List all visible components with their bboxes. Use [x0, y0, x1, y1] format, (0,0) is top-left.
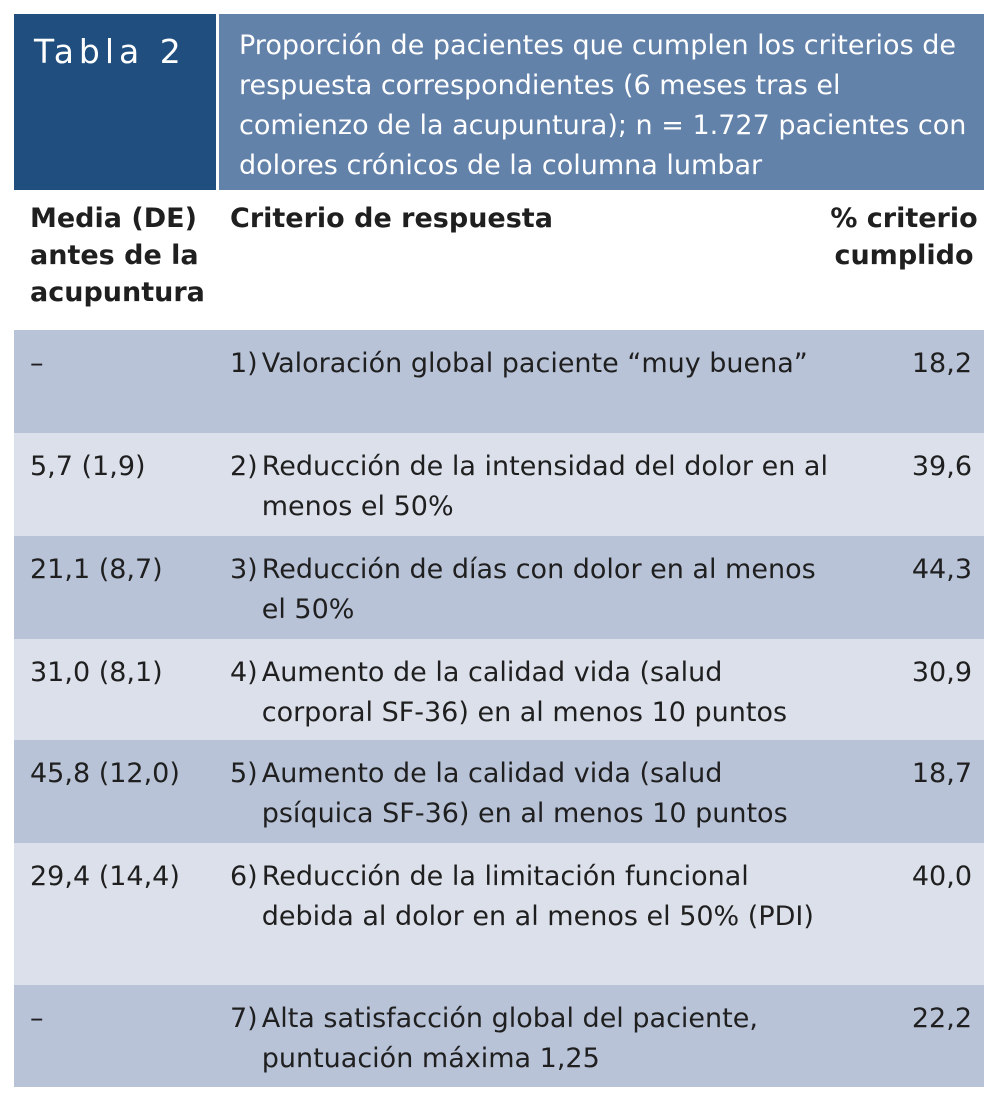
row-number: 4) — [230, 657, 258, 688]
table-row — [14, 433, 984, 536]
column-headers — [14, 190, 984, 330]
row-mean: – — [30, 348, 44, 379]
column-header-mean: Media (DE) antes de la acupuntura — [30, 203, 205, 308]
table-row — [14, 330, 984, 433]
row-criterion — [230, 550, 834, 639]
row-number: 5) — [230, 758, 258, 789]
table-label: Tabla 2 — [14, 14, 216, 190]
row-mean: – — [30, 1003, 44, 1034]
table-header — [14, 14, 984, 190]
row-mean: 45,8 (12,0) — [30, 758, 180, 789]
row-percent: 30,9 — [911, 657, 972, 688]
row-number: 6) — [230, 861, 258, 892]
row-criterion-text: Reducción de la intensidad del dolor en al menos el 50% — [261, 451, 828, 522]
row-criterion — [230, 857, 834, 985]
table-row — [14, 639, 984, 740]
table-row — [14, 740, 984, 843]
row-percent: 18,2 — [911, 348, 972, 379]
table-row — [14, 985, 984, 1087]
row-criterion-text: Aumento de la calidad vida (salud psíquica SF-36) en al menos 10 puntos — [261, 758, 788, 829]
row-percent: 22,2 — [911, 1003, 972, 1034]
row-mean: 31,0 (8,1) — [30, 657, 163, 688]
row-criterion-text: Aumento de la calidad vida (salud corporal SF-36) en al menos 10 puntos — [261, 657, 788, 728]
row-percent: 40,0 — [911, 861, 972, 892]
row-number: 7) — [230, 1003, 258, 1034]
row-criterion-text: Alta satisfacción global del paciente, puntuación máxima 1,25 — [261, 1003, 758, 1074]
table-title: Proporción de pacientes que cumplen los criterios de respuesta correspondientes (6 meses tras el comienzo de la acupuntura); n = 1.727 pacientes con dolores crónicos de la columna lumbar — [219, 14, 984, 190]
row-criterion-text: Valoración global paciente “muy buena” — [261, 348, 808, 379]
table-row — [14, 536, 984, 639]
row-criterion — [230, 754, 834, 843]
row-mean: 21,1 (8,7) — [30, 554, 163, 585]
table-row — [14, 843, 984, 985]
table-frame — [14, 14, 984, 1087]
row-percent: 18,7 — [911, 758, 972, 789]
column-header-percent: % criterio cumplido — [830, 203, 978, 271]
row-mean: 5,7 (1,9) — [30, 451, 146, 482]
row-number: 2) — [230, 451, 258, 482]
row-percent: 39,6 — [911, 451, 972, 482]
row-percent: 44,3 — [911, 554, 972, 585]
row-mean: 29,4 (14,4) — [30, 861, 180, 892]
row-criterion — [230, 999, 834, 1087]
row-criterion — [230, 447, 834, 536]
row-criterion — [230, 653, 834, 740]
row-criterion — [230, 344, 834, 433]
row-criterion-text: Reducción de la limitación funcional debida al dolor en al menos el 50% (PDI) — [261, 861, 814, 932]
row-criterion-text: Reducción de días con dolor en al menos el 50% — [261, 554, 816, 625]
row-number: 3) — [230, 554, 258, 585]
row-number: 1) — [230, 348, 258, 379]
column-header-criterion: Criterio de respuesta — [230, 203, 553, 234]
